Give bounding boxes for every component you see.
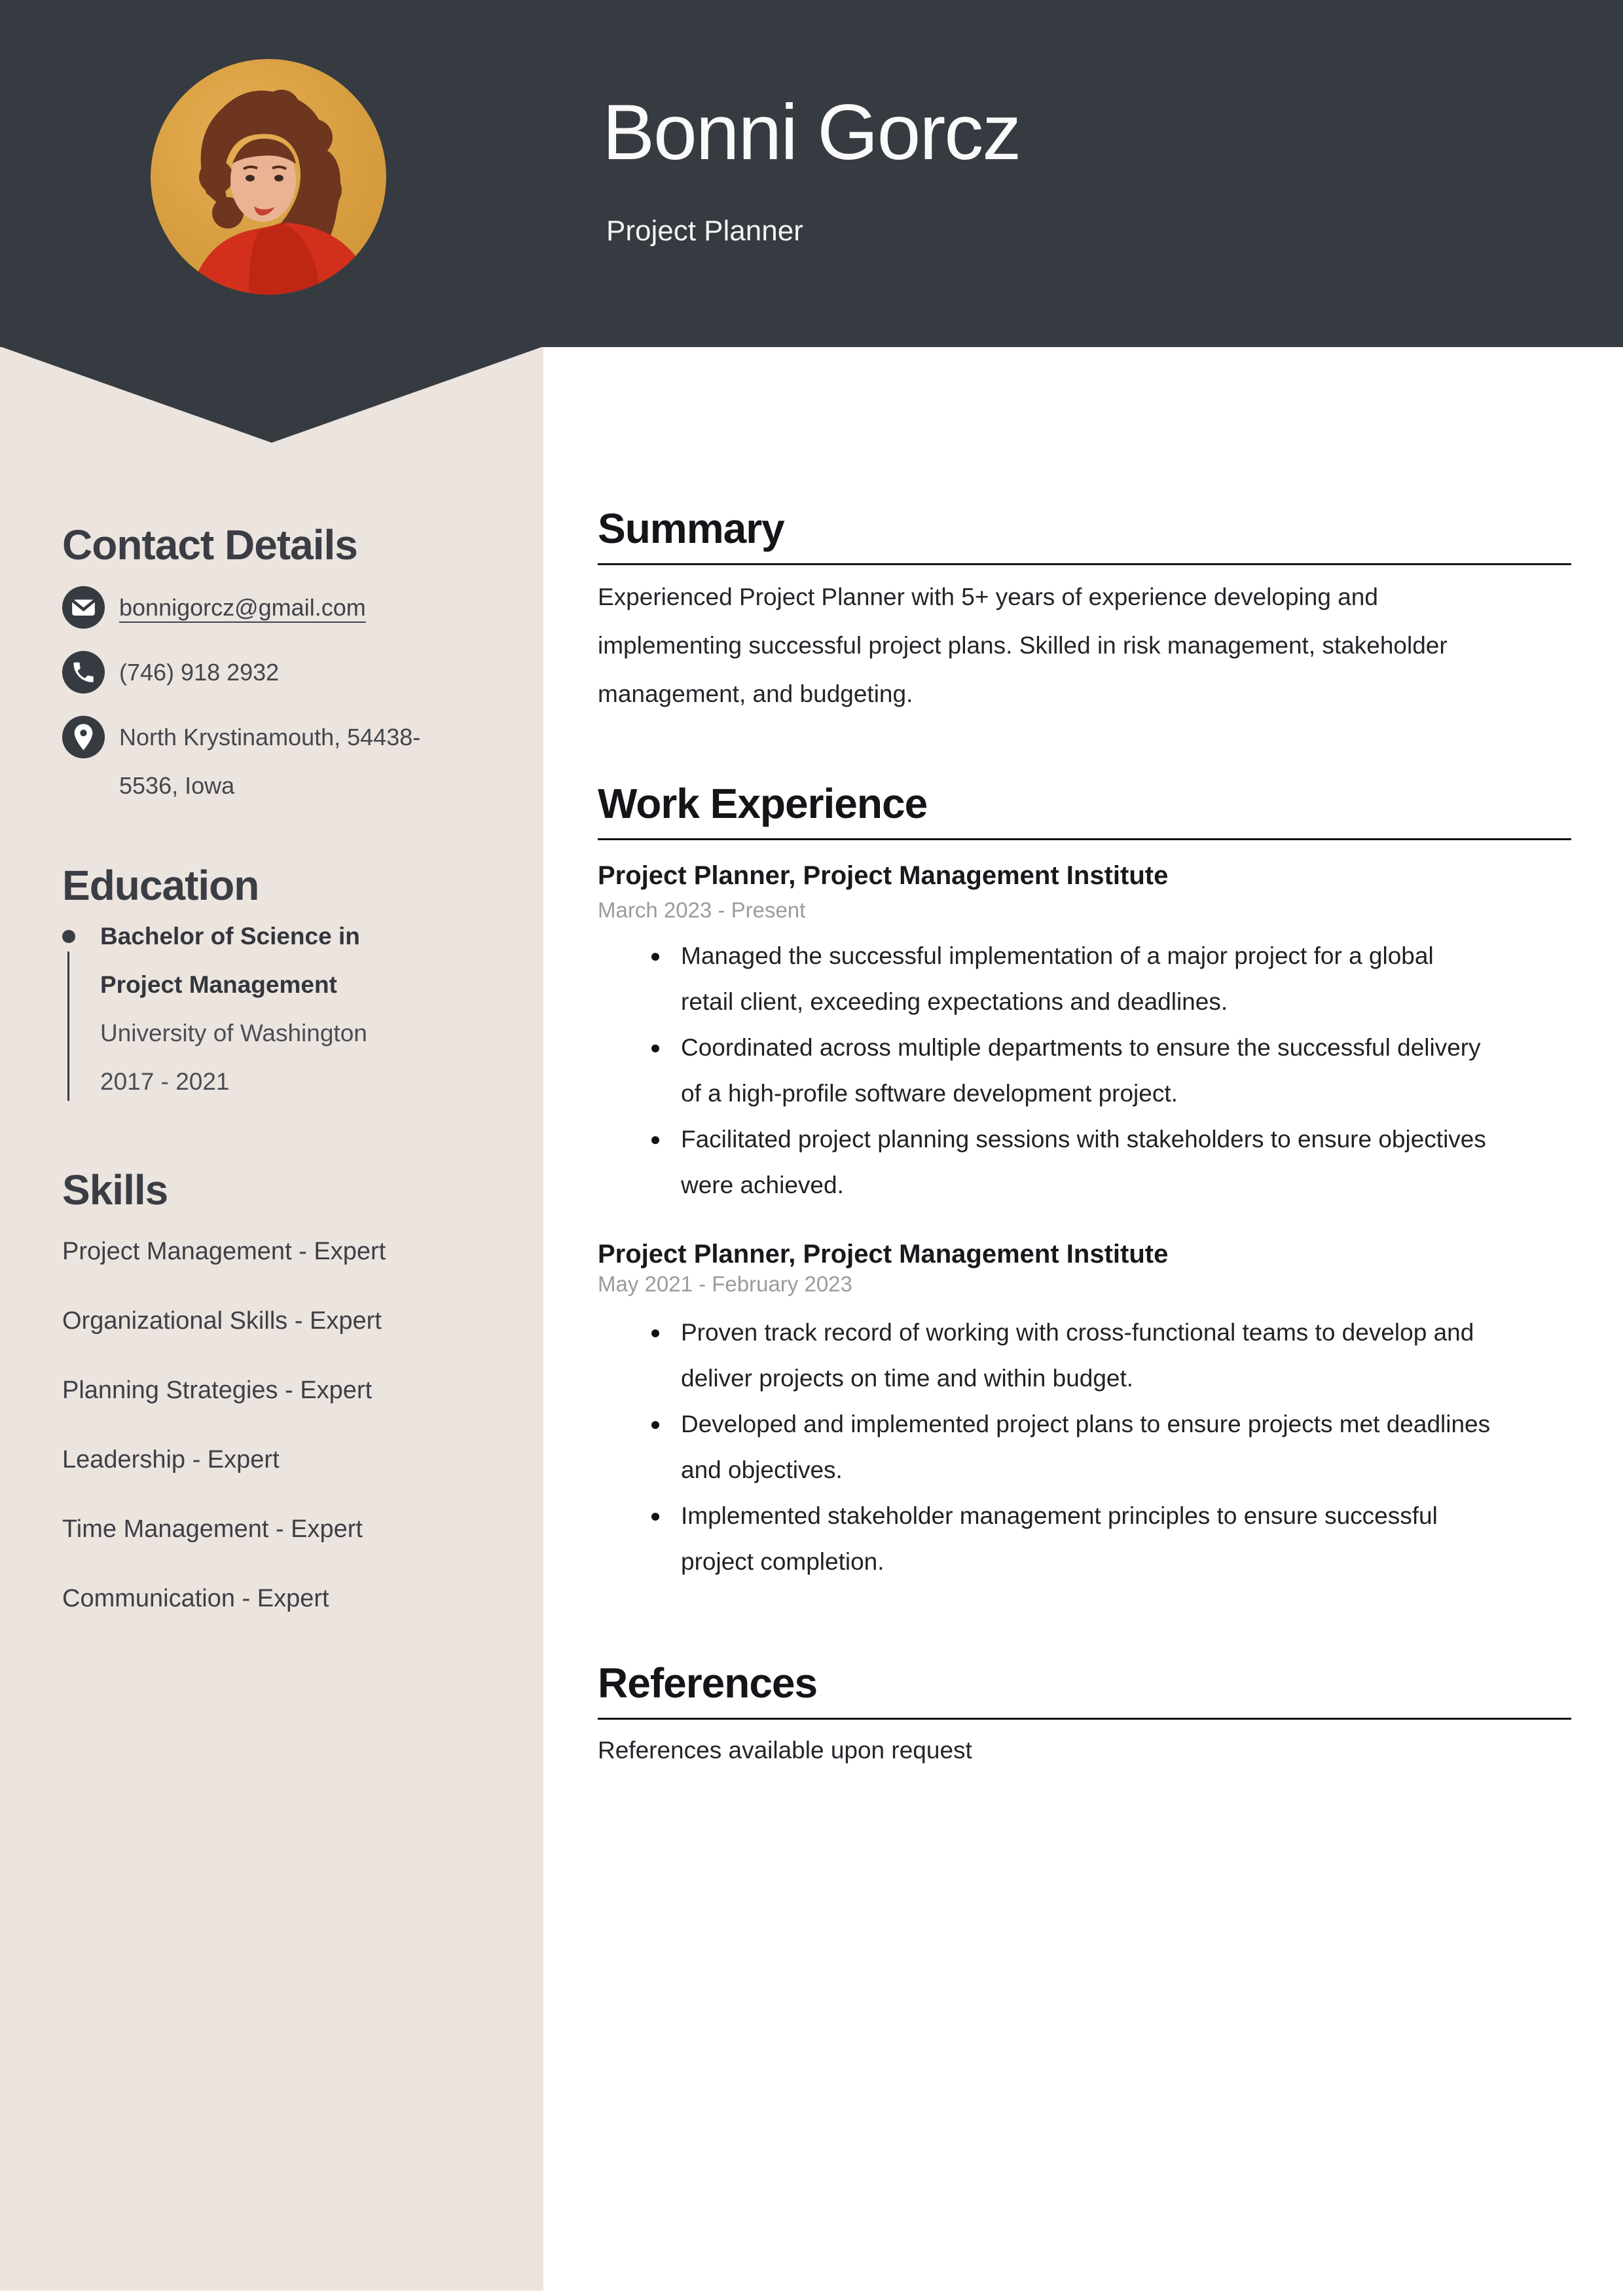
job-entry: [598, 859, 1571, 1208]
contact-row-email: [62, 583, 494, 632]
job-bullet: Managed the successful implementation of a major project for a global retail client, exceeding expectations and deadlines.: [598, 933, 1493, 1025]
skill-item: Project Management - Expert: [62, 1238, 386, 1265]
location-icon: [62, 716, 105, 758]
education-item: [62, 912, 494, 1106]
summary-heading: Summary: [598, 504, 1571, 565]
candidate-job-title: Project Planner: [606, 215, 803, 247]
address: North Krystinamouth, 54438-5536, Iowa: [119, 724, 421, 799]
job-bullet: Implemented stakeholder management principles to ensure successful project completion.: [598, 1493, 1493, 1585]
references-heading: References: [598, 1659, 1571, 1720]
skill-item: Planning Strategies - Expert: [62, 1377, 373, 1404]
job-title: Project Planner, Project Management Institute: [598, 861, 1169, 890]
education-degree: Bachelor of Science in Project Management: [100, 923, 360, 998]
skill-item: Organizational Skills - Expert: [62, 1307, 382, 1335]
education-heading: Education: [62, 862, 259, 909]
timeline-dot: [62, 930, 75, 943]
contact-list: [62, 583, 494, 810]
phone-number: (746) 918 2932: [119, 659, 280, 686]
job-bullet-list: [598, 1310, 1571, 1585]
email-link[interactable]: bonnigorcz@gmail.com: [119, 594, 366, 621]
timeline-line: [67, 952, 69, 1101]
references-text: References available upon request: [598, 1737, 972, 1764]
skills-list: [62, 1236, 494, 1614]
main-column: [598, 0, 1571, 1775]
contact-details-heading: Contact Details: [62, 521, 357, 568]
summary-text: Experienced Project Planner with 5+ years of experience developing and implementing successful project plans. Skilled in risk management, stakeholder management, and budgeting.: [598, 583, 1448, 707]
job-title: Project Planner, Project Management Institute: [598, 1240, 1169, 1268]
job-entry: [598, 1238, 1571, 1585]
job-bullet: Proven track record of working with cross-functional teams to develop and deliver projects on time and within budget.: [598, 1310, 1493, 1401]
email-icon: [62, 586, 105, 629]
job-dates: March 2023 - Present: [598, 898, 806, 922]
phone-icon: [62, 651, 105, 694]
contact-row-address: [62, 713, 494, 810]
skill-item: Time Management - Expert: [62, 1515, 363, 1543]
skills-heading: Skills: [62, 1166, 168, 1213]
job-bullet: Coordinated across multiple departments to ensure the successful delivery of a high-profile software development project.: [598, 1025, 1493, 1117]
education-dates: 2017 - 2021: [100, 1068, 230, 1095]
sidebar: [62, 0, 494, 1652]
job-dates: May 2021 - February 2023: [598, 1272, 852, 1296]
education-school: University of Washington: [100, 1020, 367, 1046]
skill-item: Leadership - Expert: [62, 1446, 280, 1473]
job-bullet: Facilitated project planning sessions with stakeholders to ensure objectives were achieved.: [598, 1117, 1493, 1208]
work-experience-heading: Work Experience: [598, 779, 1571, 840]
job-bullet: Developed and implemented project plans to ensure projects met deadlines and objectives.: [598, 1401, 1493, 1493]
skill-item: Communication - Expert: [62, 1585, 329, 1612]
job-bullet-list: [598, 933, 1571, 1208]
contact-row-phone: [62, 648, 494, 697]
candidate-name: Bonni Gorcz: [602, 88, 1021, 176]
